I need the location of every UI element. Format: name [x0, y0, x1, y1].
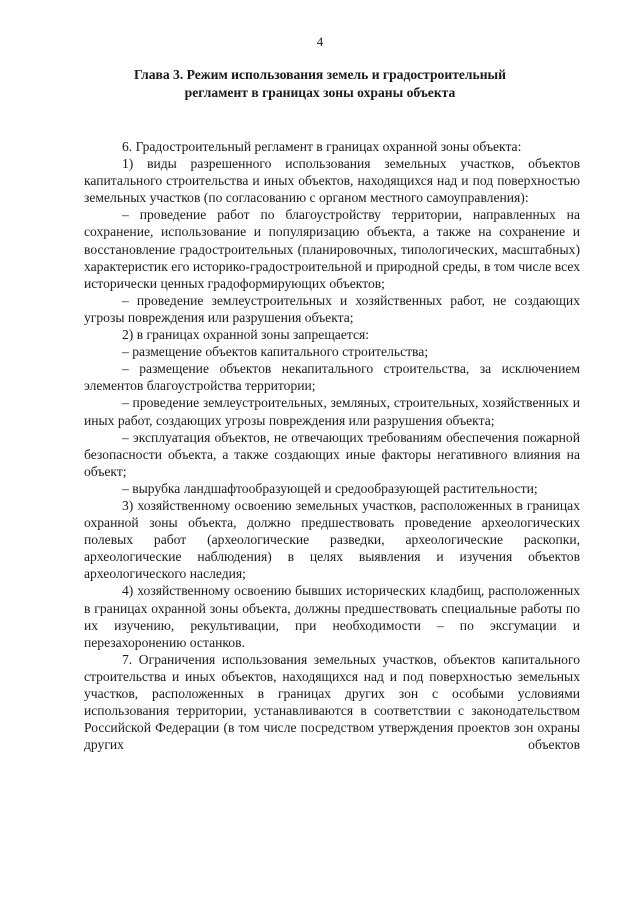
paragraph-cemeteries: 4) хозяйственному освоению бывших исторических кладбищ, расположенных в границах охранной зоны объекта, должны предшествовать специальные работы по их изучению, рекультивации, при необходимости – по эксгумации и перезахоронению останков. — [84, 583, 580, 650]
paragraph-archaeology: 3) хозяйственному освоению земельных участков, расположенных в границах охранной зоны объекта, должно предшествовать проведение археологических полевых работ (археологические разведки, археологические раскопки, археологические наблюдения) в целях выявления и изучения объектов археологического наследия; — [84, 497, 580, 582]
page-number: 4 — [316, 34, 324, 49]
paragraph-allowed-uses: 1) виды разрешенного использования земельных участков, объектов капитального строительства и иных объектов, находящихся над и под поверхностью земельных участков (по согласованию с органом местного самоуправления): — [84, 156, 580, 206]
chapter-heading-line-2: регламент в границах зоны охраны объекта — [184, 85, 456, 100]
paragraph-prohibited-operation: – эксплуатация объектов, не отвечающих требованиям обеспечения пожарной безопасности объекта, а также создающих иные факторы негативного влияния на объект; — [84, 429, 580, 479]
chapter-heading — [90, 66, 550, 102]
paragraph-prohibited-capital: – размещение объектов капитального строительства; — [122, 344, 429, 360]
paragraph-landscaping-works: – проведение работ по благоустройству территории, направленных на сохранение, использование и популяризацию объекта, а также на сохранение и восстановление градостроительных (планировочных, типологических, масштабных) характеристик его историко-градостроительной и природной среды, в том числе всех исторически ценных градоформирующих объектов; — [84, 207, 580, 291]
paragraph-item-7: 7. Ограничения использования земельных участков, объектов капитального строительства и иных объектов, находящихся над и под поверхностью земельных участков, расположенных в границах других зон с особыми условиями использования территории, устанавливаются в соответствии с законодательством Российской Федерации (в том числе посредством утверждения проектов зон охраны других объектов — [84, 651, 580, 753]
paragraph-prohibited-noncapital: – размещение объектов некапитального строительства, за исключением элементов благоустройства территории; — [84, 361, 580, 394]
paragraph-prohibited-works: – проведение землеустроительных, земляных, строительных, хозяйственных и иных работ, создающих угрозы повреждения или разрушения объекта; — [84, 395, 580, 428]
paragraph-prohibited-felling: – вырубка ландшафтообразующей и средообразующей растительности; — [122, 480, 538, 496]
paragraph-prohibited-heading: 2) в границах охранной зоны запрещается: — [122, 327, 370, 343]
document-body — [84, 138, 580, 753]
paragraph-item-6: 6. Градостроительный регламент в границах охранной зоны объекта: — [122, 139, 522, 154]
paragraph-land-works: – проведение землеустроительных и хозяйственных работ, не создающих угрозы повреждения или разрушения объекта; — [84, 292, 580, 325]
chapter-heading-line-1: Глава 3. Режим использования земель и градостроительный — [133, 67, 506, 82]
